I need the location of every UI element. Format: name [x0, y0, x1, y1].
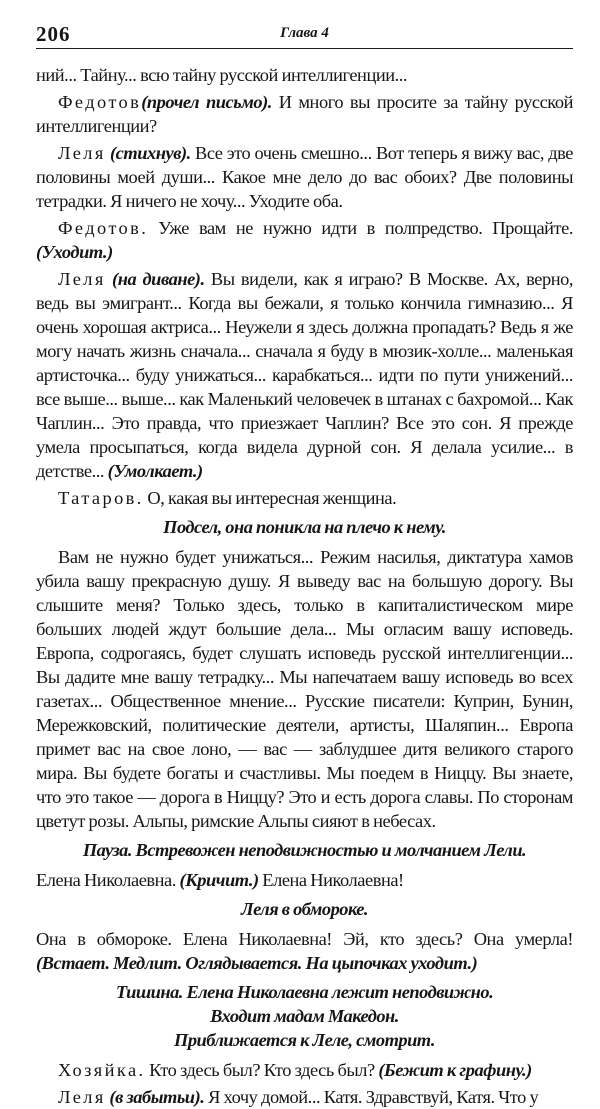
dialogue-text: Она в обмороке. Елена Николаевна! Эй, кто здесь? Она умерла!: [36, 929, 573, 949]
dialogue-lelya-2: [36, 267, 573, 483]
stage-direction-inline: (Кричит.): [179, 870, 259, 890]
dialogue-hostess-1: [36, 1058, 573, 1082]
dialogue-text: И много вы просите за тайну русской интеллигенции?: [36, 92, 573, 136]
stage-direction-inline: (Бежит к графину.): [378, 1060, 532, 1080]
dialogue-fedotov-1: [36, 90, 573, 138]
dialogue-tatarov-4: [36, 927, 573, 975]
dialogue-text: Все это очень смешно... Вот теперь я вижу вас, две половины моей души... Какое мне дело до вас обоих? Две половины тетрадки. Я ничего не хочу... Уходите оба.: [36, 143, 573, 211]
speaker-name: Татаров.: [58, 488, 144, 508]
stage-direction-inline: (на диване).: [112, 269, 205, 289]
page-number: 206: [36, 22, 71, 46]
chapter-title: Глава 4: [280, 25, 329, 41]
speaker-name: Леля: [58, 269, 106, 289]
dialogue-text: Уже вам не нужно идти в полпредство. Прощайте.: [148, 218, 573, 238]
stage-direction-inline: (в забытьи).: [109, 1087, 205, 1107]
paragraph-continuation: ний... Тайну... всю тайну русской интеллигенции...: [36, 65, 408, 85]
dialogue-text: Вы видели, как я играю? В Москве. Ах, верно, ведь вы эмигрант... Когда вы бежали, я только кончила гимназию... Я очень хорошая актриса... Неужели я здесь должна пропадать? Ведь я же могу начать жизнь сначала... сначала я буду в мюзик-холле... маленькая артисточка... буду унижаться... карабкаться... идти по пути унижений... все выше... выше... как Маленький человечек в штанах с бахромой... Как Чаплин... Это правда, что приезжает Чаплин? Все это сон. Я прежде умела просыпаться, когда видела дурной сон. Я делала усилие... в детстве...: [36, 269, 573, 481]
stage-direction-inline: (стихнув).: [109, 143, 191, 163]
speaker-name: Леля: [58, 1087, 106, 1107]
dialogue-tatarov-1: [36, 486, 573, 510]
dialogue-lelya-1: [36, 141, 573, 213]
stage-direction-inline: (прочел письмо).: [141, 92, 272, 112]
dialogue-text: Кто здесь был? Кто здесь был?: [145, 1060, 379, 1080]
stage-direction-inline: (Встает. Медлит. Оглядывается. На цыпочках уходит.): [36, 953, 478, 973]
stage-direction-line: Тишина. Елена Николаевна лежит неподвижно.: [115, 982, 494, 1002]
speaker-name: Федотов.: [58, 218, 149, 238]
dialogue-lelya-3: [36, 1085, 573, 1109]
dialogue-tatarov-2: Вам не нужно будет унижаться... Режим насилья, диктатура хамов убила вашу прекрасную душу. Я выведу вас на большую дорогу. Вы слышите меня? Только здесь, только в капиталистическом мире больших людей ждут большие дела... Мы огласим вашу исповедь. Европа, содрогаясь, будет слушать исповедь русской интеллигенции... Вы дадите мне вашу тетрадку... Мы напечатаем вашу исповедь во всех газетах... Общественное мнение... Русские писатели: Куприн, Бунин, Мережковский, политические деятели, артисты, Шаляпин... Европа примет вас на свое лоно, — вас — заблудшее дитя великого старого мира. Вы будете богаты и счастливы. Мы поедем в Ниццу. Вы знаете, что это такое — дорога в Ниццу? Это и есть дорога славы. По сторонам цветут розы. Альпы, римские Альпы сияют в небесах.: [36, 547, 573, 831]
stage-direction-line: Приближается к Леле, смотрит.: [174, 1030, 435, 1050]
speaker-name: Хозяйка.: [58, 1060, 146, 1080]
speaker-name: Федотов: [58, 92, 142, 112]
speaker-name: Леля: [58, 143, 106, 163]
stage-direction-block: Подсел, она поникла на плечо к нему.: [163, 517, 446, 537]
stage-direction-block: Пауза. Встревожен неподвижностью и молчанием Лели.: [82, 840, 527, 860]
stage-direction-line: Входит мадам Македон.: [210, 1006, 399, 1026]
dialogue-fedotov-2: [36, 216, 573, 264]
stage-direction-inline: (Уходит.): [36, 242, 113, 262]
dialogue-text: Елена Николаевна.: [36, 870, 180, 890]
stage-direction-block: Леля в обмороке.: [240, 899, 369, 919]
dialogue-tatarov-3: [36, 868, 573, 892]
stage-direction-inline: (Умолкает.): [107, 461, 203, 481]
dialogue-text: Елена Николаевна!: [258, 870, 404, 890]
stage-direction-block-multi: [36, 980, 573, 1052]
dialogue-text: О, какая вы интересная женщина.: [143, 488, 397, 508]
page-body: [36, 63, 573, 1109]
running-head: [36, 22, 573, 49]
dialogue-text: Я хочу домой... Катя. Здравствуй, Катя. Что у: [204, 1087, 539, 1107]
